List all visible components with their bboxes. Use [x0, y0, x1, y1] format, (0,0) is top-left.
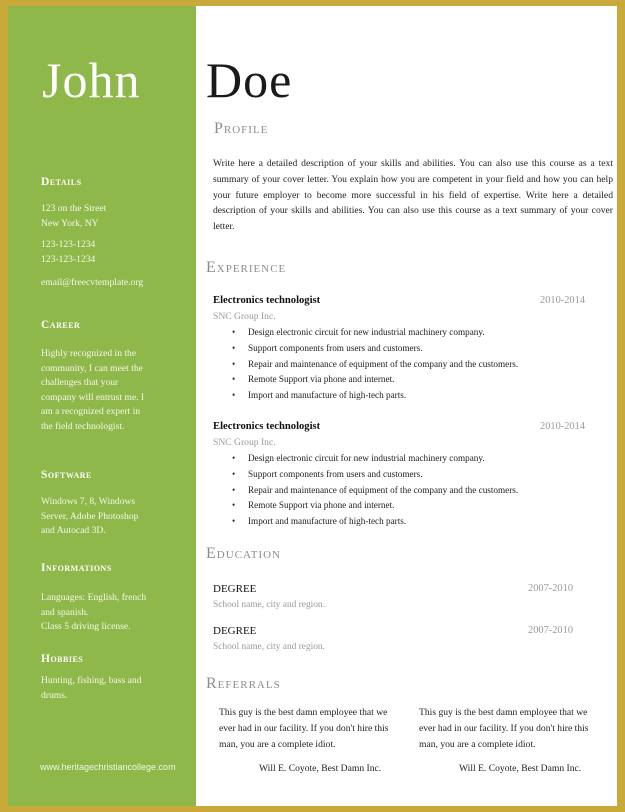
informations-text: Languages: English, french and spanish. Class 5 driving license.: [41, 592, 147, 632]
job-company: SNC Group Inc.: [213, 437, 276, 448]
address-line: 123 on the Street: [41, 203, 107, 214]
experience-heading: Experience: [206, 259, 287, 276]
details-heading: Details: [41, 176, 82, 188]
career-heading: Career: [41, 319, 81, 331]
list-item: • Import and manufacture of high-tech parts.: [232, 388, 518, 404]
list-item: • Repair and maintenance of equipment of the company and the customers.: [232, 483, 518, 499]
degree-school: School name, city and region.: [213, 642, 325, 652]
referral-text: This guy is the best damn employee that we ever had in our facility. If you don't hire this man, you are a complete idiot.: [419, 707, 589, 750]
list-item: • Design electronic circuit for new industrial machinery company.: [232, 325, 518, 341]
job-bullets: [232, 325, 518, 404]
referral-signature: Will E. Coyote, Best Damn Inc.: [459, 763, 582, 774]
referral-signature: Will E. Coyote, Best Damn Inc.: [259, 763, 382, 774]
education-heading: Education: [206, 545, 281, 562]
job-title: Electronics technologist: [213, 421, 321, 432]
address-line: New York, NY: [41, 217, 99, 229]
list-item: • Import and manufacture of high-tech parts.: [232, 514, 518, 530]
phones: [41, 238, 191, 267]
referrals-heading: Referrals: [206, 675, 281, 692]
degree-title: DEGREE: [213, 625, 257, 637]
software-text: Windows 7, 8, Windows Server, Adobe Photoshop and Autocad 3D.: [41, 496, 139, 536]
job-years: 2010-2014: [540, 295, 586, 306]
software-heading: Software: [41, 469, 92, 481]
list-item: • Repair and maintenance of equipment of the company and the customers.: [232, 357, 518, 373]
profile-text: Write here a detailed description of your skills and abilities. You can also use this course as a text summary of your cover letter. You explain how you are competent in your field and how you can help your future employer to become more successful in his field of expertise. Write here a detailed description of your skills and abilities. You can also use this course as a text summary of your cover letter.: [213, 158, 613, 233]
degree-school: School name, city and region.: [213, 600, 325, 610]
footer-url: www.heritagechristiancollege.com: [40, 762, 176, 772]
list-item: • Support components from users and customers.: [232, 467, 518, 483]
referral-text: This guy is the best damn employee that we ever had in our facility. If you don't hire this man, you are a complete idiot.: [219, 707, 389, 750]
degree-years: 2007-2010: [528, 583, 574, 594]
address: [41, 202, 191, 231]
career-text: Highly recognized in the community, I can meet the challenges that your company will entrust me. I am a recognized expert in the field technologist.: [41, 348, 145, 432]
phone: 123-123-1234: [41, 239, 96, 250]
resume-page: [8, 6, 617, 806]
list-item: • Design electronic circuit for new industrial machinery company.: [232, 451, 518, 467]
profile-heading: Profile: [214, 120, 269, 137]
hobbies-heading: Hobbies: [41, 653, 84, 665]
hobbies-text: Hunting, fishing, bass and drums.: [41, 675, 142, 701]
degree-title: DEGREE: [213, 583, 257, 595]
last-name: Doe: [206, 52, 293, 108]
list-item: • Remote Support via phone and internet.: [232, 498, 518, 514]
list-item: • Support components from users and customers.: [232, 341, 518, 357]
email: email@freecvtemplate.org: [41, 277, 144, 288]
list-item: • Remote Support via phone and internet.: [232, 372, 518, 388]
job-title: Electronics technologist: [213, 295, 321, 306]
job-years: 2010-2014: [540, 421, 586, 432]
job-company: SNC Group Inc.: [213, 311, 276, 322]
degree-years: 2007-2010: [528, 625, 574, 636]
job-bullets: [232, 451, 518, 530]
phone: 123-123-1234: [41, 253, 96, 265]
informations-heading: Informations: [41, 562, 112, 574]
first-name: John: [42, 52, 141, 108]
sidebar: [8, 6, 196, 806]
